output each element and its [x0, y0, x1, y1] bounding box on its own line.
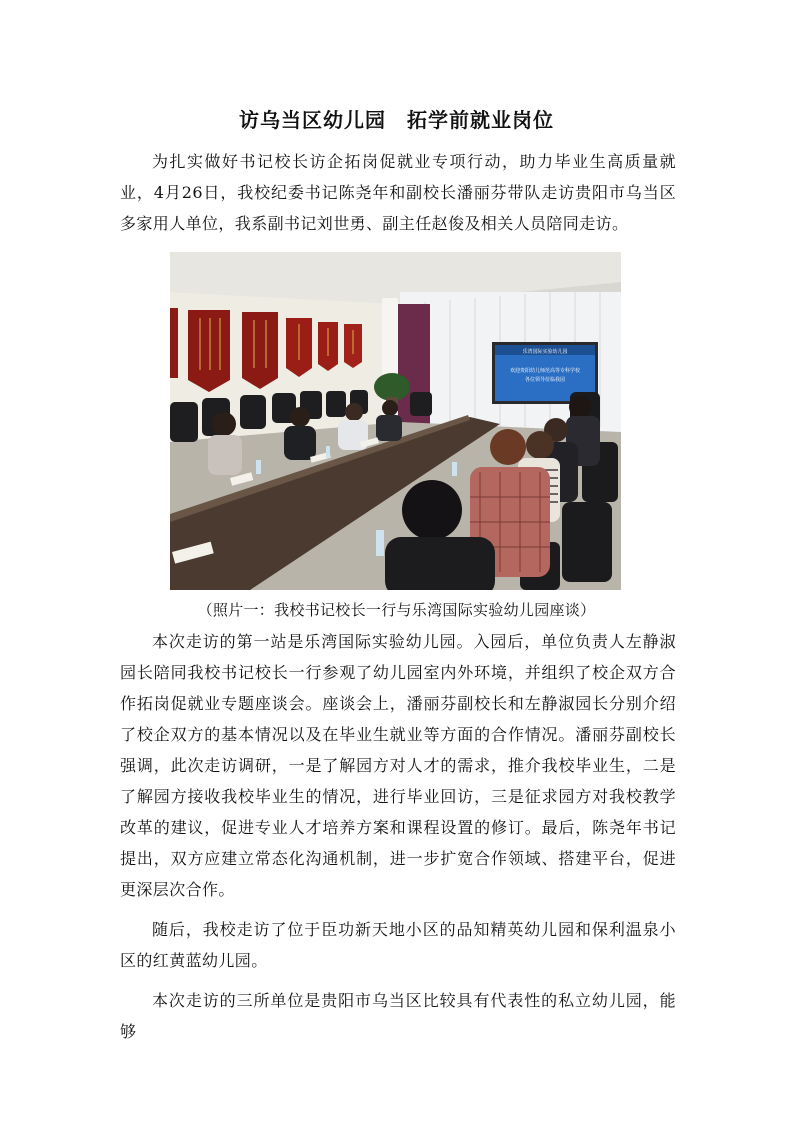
paragraph-first-visit: 本次走访的第一站是乐湾国际实验幼儿园。入园后，单位负责人左静淑园长陪同我校书记校长一行参观了幼儿园室内外环境，并组织了校企双方合作拓岗促就业专题座谈会。座谈会上，潘丽芬副校长和左静淑园长分别介绍了校企双方的基本情况以及在毕业生就业等方面的合作情况。潘丽芬副校长强调，此次走访调研，一是了解园方对人才的需求，推介我校毕业生，二是了解园方接收我校毕业生的情况，进行毕业回访，三是征求园方对我校教学改革的建议，促进专业人才培养方案和课程设置的修订。最后，陈尧年书记提出，双方应建立常态化沟通机制，进一步扩宽合作领域、搭建平台，促进更深层次合作。: [120, 632, 676, 899]
screen-welcome-line-2: 各位领导莅临我园: [524, 377, 566, 383]
paragraph-intro: 为扎实做好书记校长访企拓岗促就业专项行动，助力毕业生高质量就业，4月26日，我校纪委书记陈尧年和副校长潘丽芬带队走访贵阳市乌当区多家用人单位，我系副书记刘世勇、副主任赵俊及相关人员陪同走访。: [120, 152, 676, 233]
screen-header-text: 乐湾国际实验幼儿园: [522, 349, 568, 355]
meeting-photo: [170, 252, 621, 590]
paragraph-later-visits: 随后，我校走访了位于臣功新天地小区的品知精英幼儿园和保利温泉小区的红黄蓝幼儿园。: [120, 920, 676, 970]
photo-caption: （照片一：我校书记校长一行与乐湾国际实验幼儿园座谈）: [197, 601, 596, 619]
screen-welcome-line-1: 欢迎贵阳幼儿师范高等专科学校: [509, 368, 581, 374]
document-title: 访乌当区幼儿园 拓学前就业岗位: [239, 108, 554, 132]
paragraph-summary: 本次走访的三所单位是贵阳市乌当区比较具有代表性的私立幼儿园，能够: [120, 991, 676, 1041]
